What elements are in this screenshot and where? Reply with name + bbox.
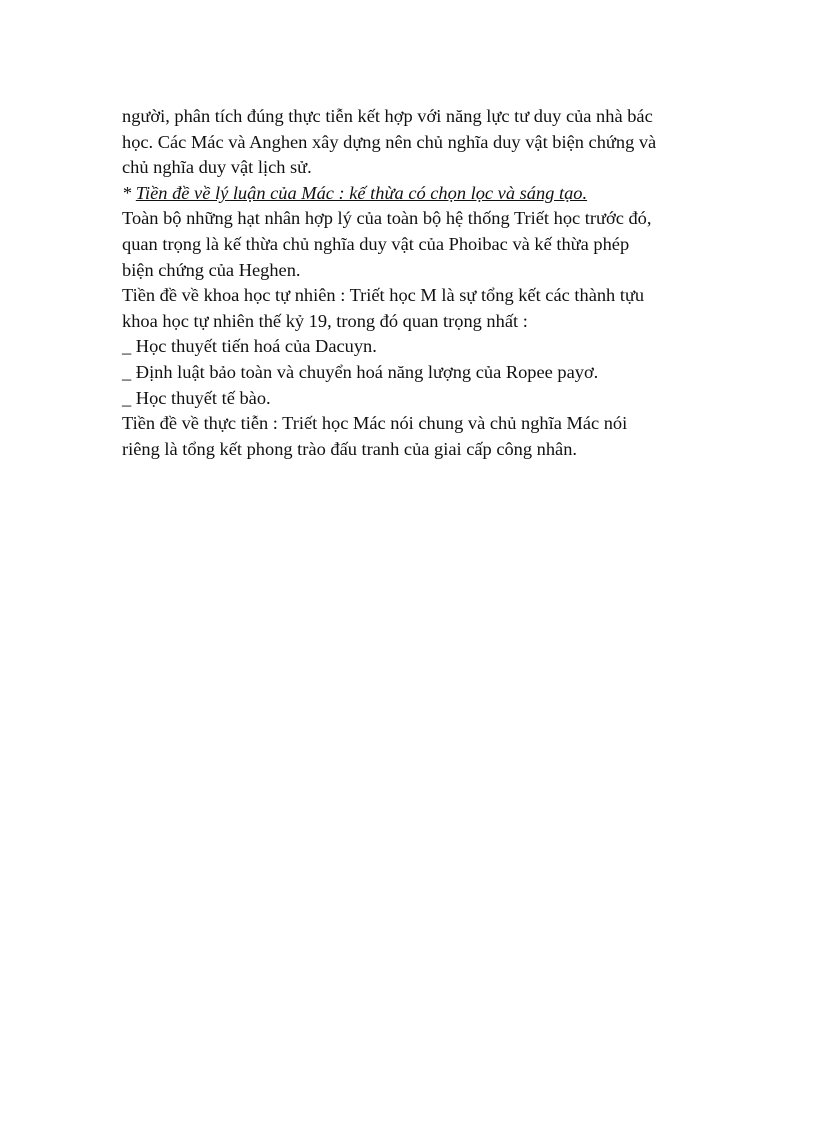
text-line: học. Các Mác và Anghen xây dựng nên chủ nghĩa duy vật biện chứng và bbox=[122, 131, 657, 152]
section-heading bbox=[122, 181, 712, 207]
heading-text: Tiền đề về lý luận của Mác : kế thừa có chọn lọc và sáng tạo. bbox=[135, 182, 588, 203]
text-line: người, phân tích đúng thực tiễn kết hợp với năng lực tư duy của nhà bác bbox=[122, 106, 653, 126]
list-item: _ Học thuyết tiến hoá của Dacuyn. bbox=[122, 336, 377, 357]
text-line: khoa học tự nhiên thế kỷ 19, trong đó quan trọng nhất : bbox=[122, 310, 528, 331]
text-line: Tiền đề về thực tiễn : Triết học Mác nói chung và chủ nghĩa Mác nói bbox=[122, 413, 628, 434]
text-line: quan trọng là kế thừa chủ nghĩa duy vật của Phoibac và kế thừa phép bbox=[122, 233, 630, 254]
text-line: Toàn bộ những hạt nhân hợp lý của toàn bộ hệ thống Triết học trước đó, bbox=[122, 208, 652, 229]
list-item: _ Định luật bảo toàn và chuyển hoá năng lượng của Ropee payơ. bbox=[122, 361, 599, 382]
text-line: biện chứng của Heghen. bbox=[122, 259, 301, 280]
document-body bbox=[122, 104, 712, 462]
text-line: Tiền đề về khoa học tự nhiên : Triết học M là sự tổng kết các thành tựu bbox=[122, 285, 645, 306]
text-line: riêng là tổng kết phong trào đấu tranh của giai cấp công nhân. bbox=[122, 438, 578, 459]
text-line: chủ nghĩa duy vật lịch sử. bbox=[122, 157, 312, 178]
heading-bullet: * bbox=[122, 182, 136, 203]
list-item: _ Học thuyết tế bào. bbox=[122, 387, 271, 408]
